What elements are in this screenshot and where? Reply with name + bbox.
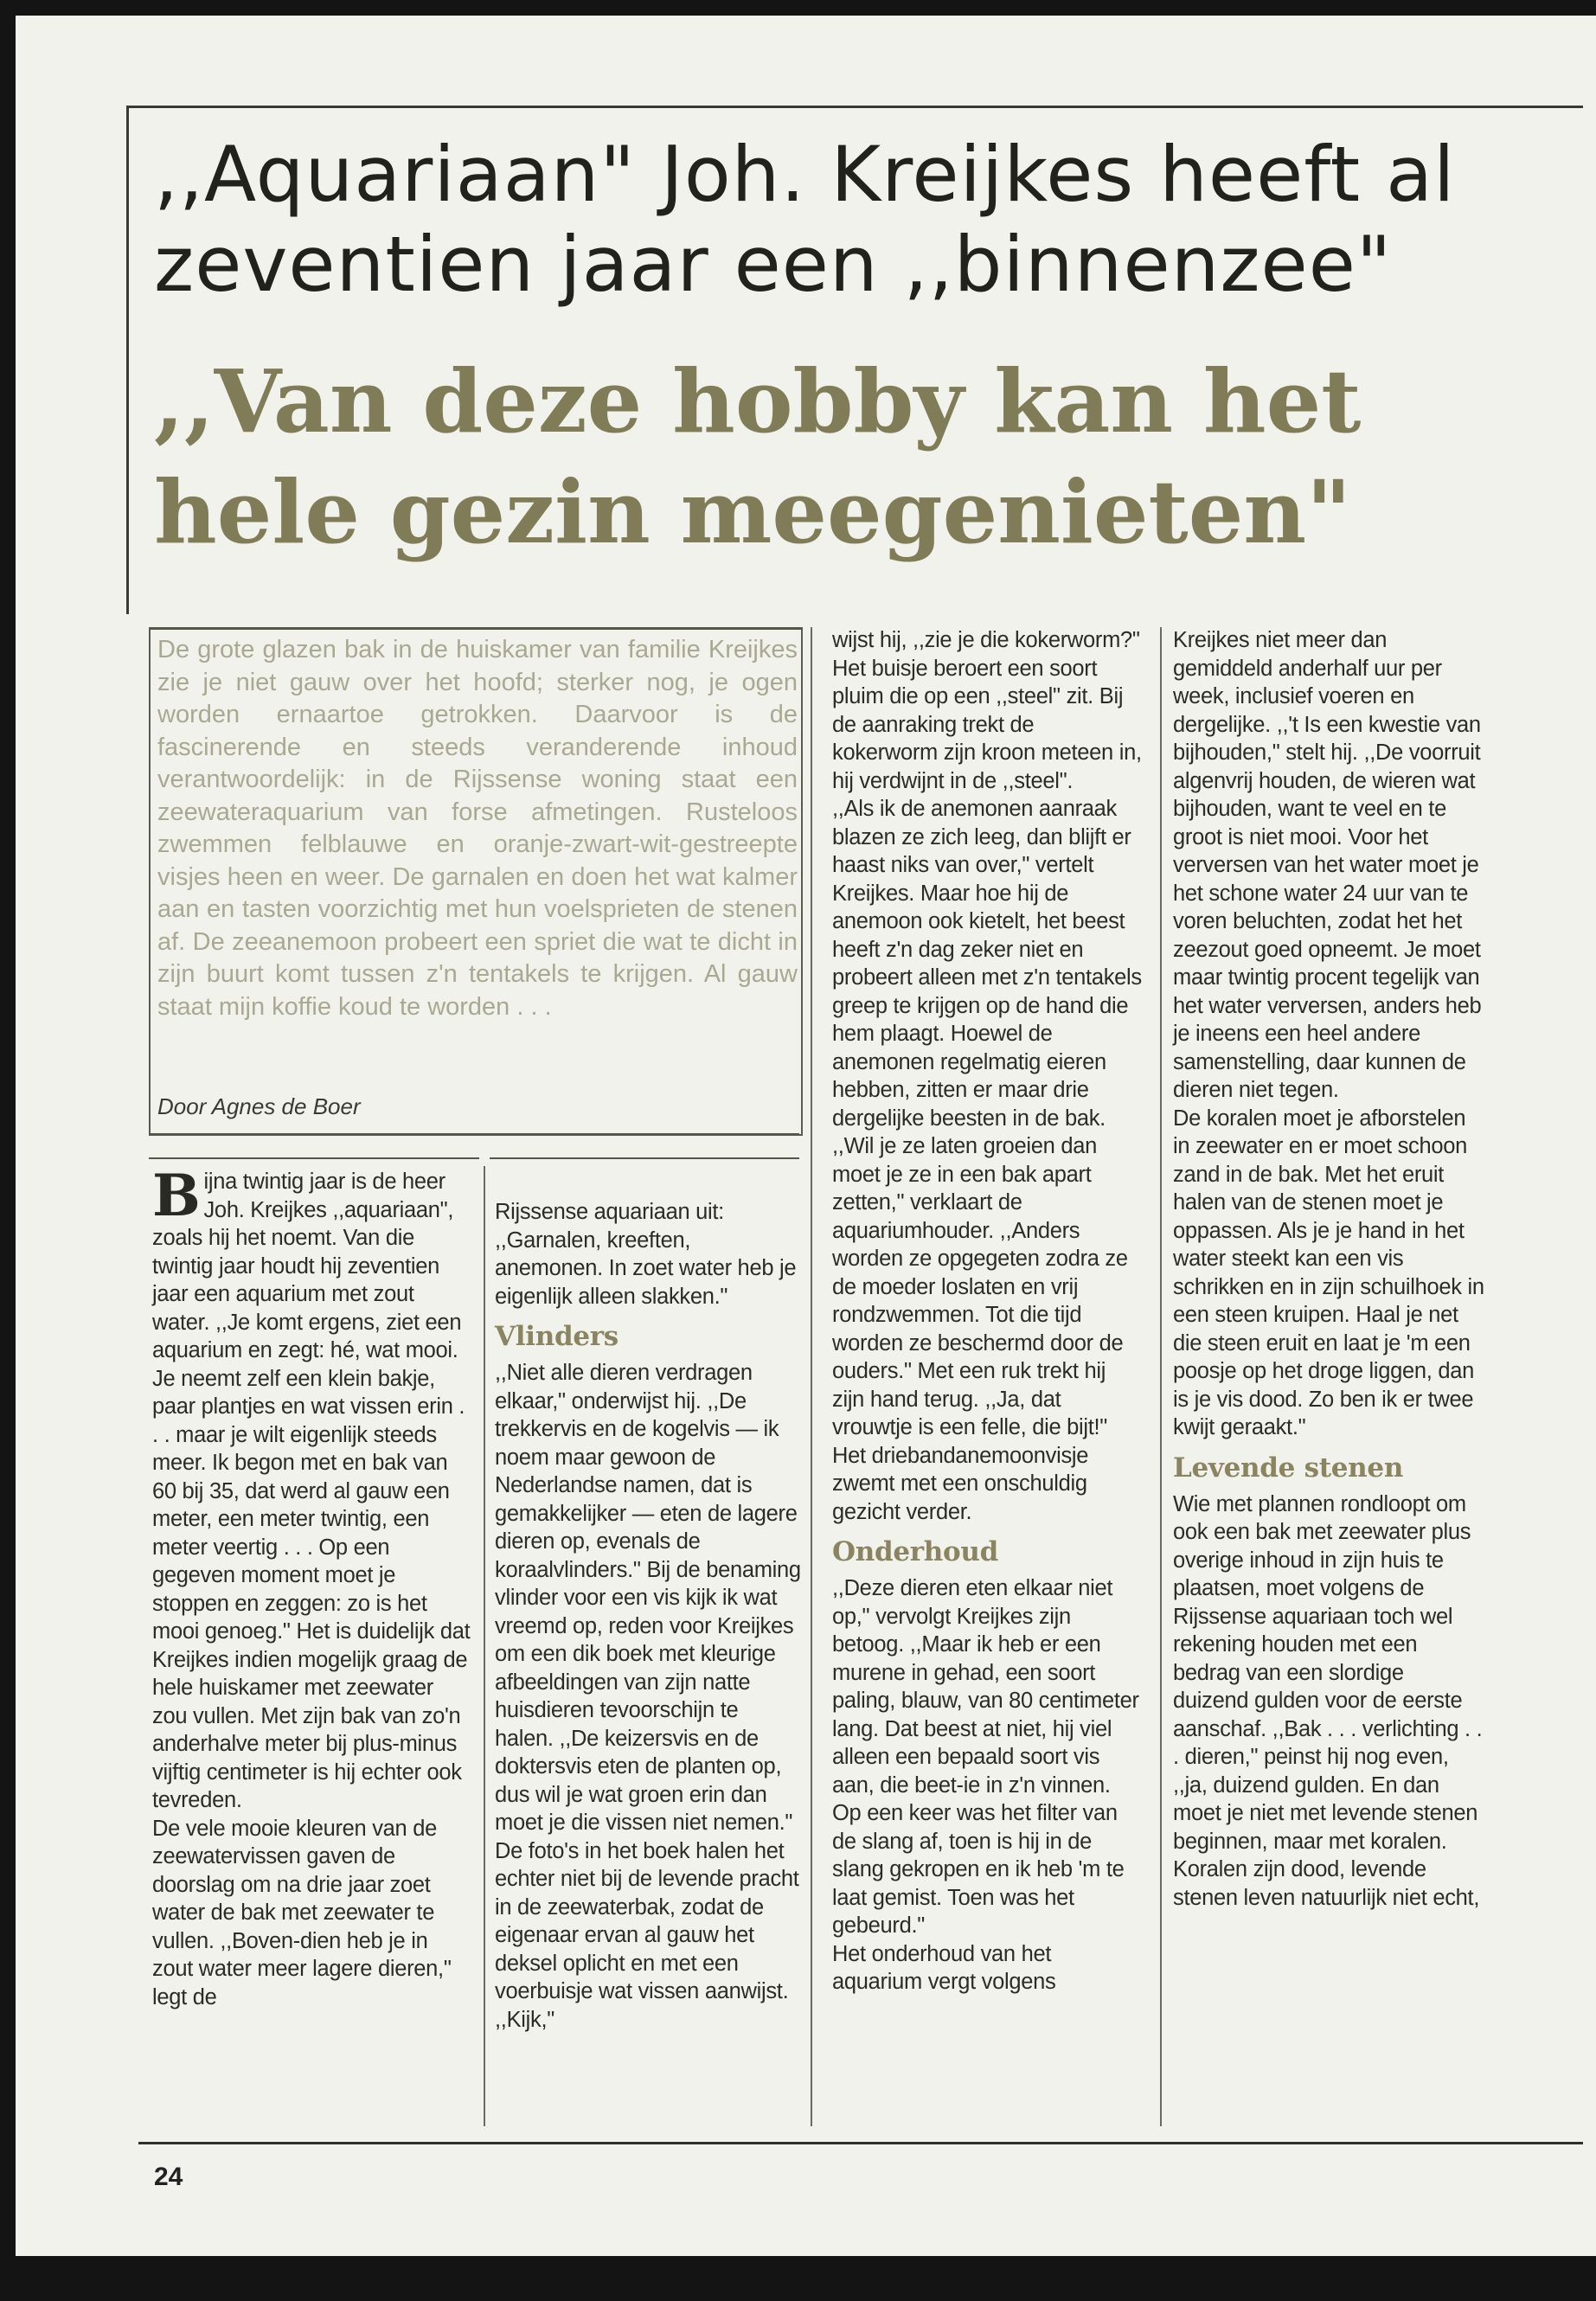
- col2-paragraph-3: De foto's in het boek halen het echter niet bij de levende pracht in de zeewaterbak, zodat de eigenaar ervan al gauw het deksel oplicht en met een voerbuisje wat vissen aanwijst. ,,Kijk,": [495, 1838, 799, 2032]
- intro-bottom-rule: [149, 1133, 799, 1135]
- col1-paragraph-2: De vele mooie kleuren van de zeewatervissen gaven de doorslag om na drie jaar zoet water de bak met zeewater te vullen. ,,Boven-dien heb je in zout water meer lagere dieren," legt de: [152, 1816, 452, 2009]
- scan-border-left: [0, 0, 16, 2301]
- col2-paragraph-2: ,,Niet alle dieren verdragen elkaar," onderwijst hij. ,,De trekkervis en de kogelvis — ik noem maar gewoon de Nederlandse namen, dat is gemakkelijker — eten de lagere dieren op, evenals de koraalvlinders." Bij de benaming vlinder voor een vis kijk ik wat vreemd op, reden voor Kreijkes om een dik boek met kleurige afbeeldingen van zijn natte huisdieren tevoorschijn te halen. ,,De keizersvis en de doktersvis eten de planten op, dus wil je wat groen erin dan moet je die vissen niet nemen.": [495, 1361, 801, 1835]
- scan-border-bottom: [0, 2256, 1596, 2301]
- col1-paragraph-1: ijna twintig jaar is de heer Joh. Kreijkes ,,aquariaan", zoals hij het noemt. Van die twintig jaar houdt hij zeventien jaar een aquarium met zout water. ,,Je komt ergens, ziet een aquarium en zegt: hé, wat mooi. Je neemt zelf een klein bakje, paar plantjes en wat vissen erin . . . maar je wilt eigenlijk steeds meer. Ik begon met en bak van 60 bij 35, dat werd al gauw een meter, een meter twintig, een meter veertig . . . Op een gegeven moment moet je stoppen en zeggen: zo is het mooi genoeg." Het is duidelijk dat Kreijkes indien mogelijk graag de hele huiskamer met zeewater zou vullen. Met zijn bak van zo'n anderhalve meter bij plus-minus vijftig centimeter is hij echter ook tevreden.: [152, 1170, 471, 1812]
- column2-top-rule: [490, 1157, 799, 1159]
- footer-rule: [138, 2142, 1583, 2144]
- scan-border-top: [0, 0, 1596, 16]
- column-divider-3: [1160, 627, 1162, 2126]
- drop-cap: B: [152, 1162, 201, 1229]
- subhead-levende-stenen: Levende stenen: [1173, 1452, 1404, 1484]
- column-divider-2: [811, 627, 812, 2126]
- page-number: 24: [154, 2163, 183, 2191]
- column-divider-1: [484, 1166, 485, 2126]
- col3-paragraph-1: wijst hij, ,,zie je die kokerworm?" Het buisje beroert een soort pluim die op een ,,steel" zit. Bij de aanraking trekt de kokerworm zijn kroon meteen in, hij verdwijnt in de ,,steel".: [832, 628, 1142, 793]
- col4-paragraph-3: Wie met plannen rondloopt om ook een bak met zeewater plus overige inhoud in zijn huis te plaatsen, moet volgens de Rijssense aquariaan toch wel rekening houden met een bedrag van een slordige duizend gulden voor de eerste aanschaf. ,,Bak . . . verlichting . . . dieren," peinst hij nog even, ,,ja, duizend gulden. En dan moet je niet met levende stenen beginnen, maar met koralen. Koralen zijn dood, levende stenen leven natuurlijk niet echt,: [1173, 1491, 1483, 1910]
- column-4: [1173, 626, 1484, 1912]
- subhead-onderhoud: Onderhoud: [832, 1536, 999, 1567]
- column-3: [832, 626, 1142, 1997]
- col3-paragraph-3: ,,Deze dieren eten elkaar niet op," vervolgt Kreijkes zijn betoog. ,,Maar ik heb er een murene in gehad, een soort paling, blauw, van 80 centimeter lang. Dat beest at niet, hij viel alleen een bepaald soort vis aan, die beet-ie in z'n vinnen. Op een keer was het filter van de slang af, toen is hij in de slang gekropen en ik heb 'm te laat gemist. Toen was het gebeurd.": [832, 1576, 1139, 1938]
- col4-paragraph-1: Kreijkes niet meer dan gemiddeld anderhalf uur per week, inclusief voeren en dergelijke. ,,'t Is een kwestie van bijhouden," stelt hij. ,,De voorruit algenvrij houden, de wieren wat bijhouden, want te veel en te groot is niet mooi. Voor het verversen van het water moet je het schone water 24 uur van te voren beluchten, zodat het het zeezout goed opneemt. Je moet maar twintig procent tegelijk van het water verversen, anders heb je ineens een heel andere samenstelling, daar kunnen de dieren niet tegen.: [1173, 628, 1482, 1102]
- headline-title: ,,Van deze hobby kan het hele gezin meegenieten": [154, 350, 1362, 563]
- subhead-vlinders: Vlinders: [495, 1321, 619, 1352]
- intro-text: De grote glazen bak in de huiskamer van familie Kreijkes zie je niet gauw over het hoofd; sterker nog, je ogen worden ernaartoe getrokken. Daarvoor is de fascinerende en steeds veranderende inhoud verantwoordelijk: in de Rijssense woning staat een zeewateraquarium van forse afmetingen. Rusteloos zwemmen felblauwe en oranje-zwart-wit-gestreepte visjes heen en weer. De garnalen en doen het wat kalmer aan en tasten voorzichtig met hun voelsprieten de stenen af. De zeeanemoon probeert een spriet die wat te dicht in zijn buurt komt tussen z'n tentakels te krijgen. Al gauw staat mijn koffie koud te worden . . .: [157, 636, 798, 1021]
- column-1: [152, 1162, 472, 2011]
- col3-paragraph-4: Het onderhoud van het aquarium vergt volgens: [832, 1941, 1056, 1994]
- byline: Door Agnes de Boer: [157, 1093, 361, 1119]
- col3-paragraph-2: ,,Als ik de anemonen aanraak blazen ze zich leeg, dan blijft er haast niks van over," vertelt Kreijkes. Maar hoe hij de anemoon ook kietelt, het beest heeft z'n dag zeker niet en probeert alleen met z'n tentakels greep te krijgen op de hand die hem plaagt. Hoewel de anemonen regelmatig eieren hebben, zitten er maar drie dergelijke beesten in de bak. ,,Wil je ze laten groeien dan moet je ze in een bak apart zetten," verklaart de aquariumhouder. ,,Anders worden ze opgegeten zodra ze de moeder loslaten en vrij rondzwemmen. Tot die tijd worden ze beschermd door de ouders." Met een ruk trekt hij zijn hand terug. ,,Ja, dat vrouwtje is een felle, die bijt!" Het driebandanemoonvisje zwemt met een onschuldig gezicht verder.: [832, 797, 1142, 1524]
- headline-kicker: ,,Aquariaan" Joh. Kreijkes heeft al zeventien jaar een ,,binnenzee": [154, 130, 1456, 309]
- column-2: [495, 1198, 802, 2034]
- column1-top-rule: [149, 1157, 479, 1159]
- col4-paragraph-2: De koralen moet je afborstelen in zeewater en er moet schoon zand in de bak. Met het eruit halen van de stenen moet je oppassen. Als je je hand in het water steekt kan een vis schrikken en in zijn schuilhoek in een steen kruipen. Haal je net die steen eruit en laat je 'm een poosje op het droge liggen, dan is je vis dood. Zo ben ik er twee kwijt geraakt.": [1173, 1106, 1484, 1439]
- col2-paragraph-1: Rijssense aquariaan uit: ,,Garnalen, kreeften, anemonen. In zoet water heb je eigenlijk alleen slakken.": [495, 1200, 797, 1309]
